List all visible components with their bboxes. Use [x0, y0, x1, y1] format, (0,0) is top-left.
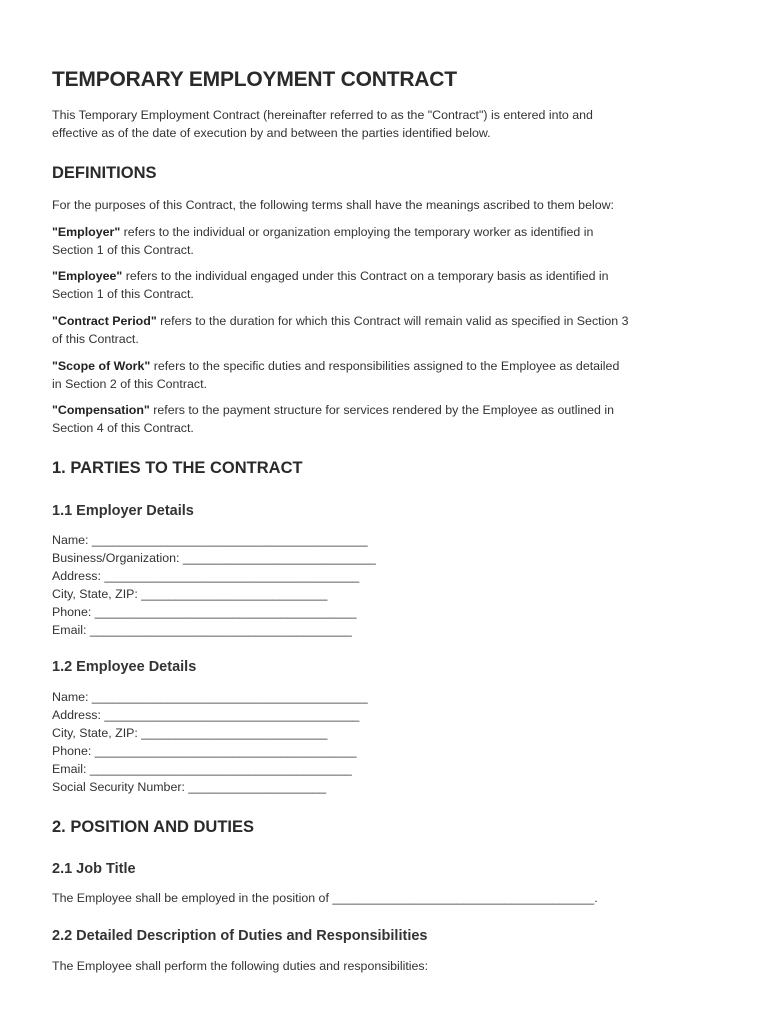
definition-text: refers to the individual engaged under this Contract on a temporary basis as identified in — [122, 269, 609, 283]
employer-address-field: Address: _____________________________________ — [52, 569, 360, 583]
definition-text-cont: in Section 2 of this Contract. — [52, 376, 207, 391]
duties-heading: 2.2 Detailed Description of Duties and Responsibilities — [52, 928, 428, 944]
definition-text: refers to the duration for which this Contract will remain valid as specified in Section 3 — [156, 314, 629, 328]
employee-city-field: City, State, ZIP: ___________________________ — [52, 726, 328, 740]
document-title: TEMPORARY EMPLOYMENT CONTRACT — [52, 68, 457, 91]
employee-phone-field: Phone: ______________________________________ — [52, 744, 357, 758]
employer-city-field: City, State, ZIP: ___________________________ — [52, 587, 328, 601]
definition-term: "Scope of Work" — [52, 359, 151, 373]
employee-email-field: Email: ______________________________________ — [52, 762, 352, 776]
definition-text-cont: Section 1 of this Contract. — [52, 242, 194, 257]
section-2-heading: 2. POSITION AND DUTIES — [52, 818, 254, 836]
definition-contract-period — [52, 313, 628, 348]
job-title-text: The Employee shall be employed in the position of ______________________________________. — [52, 891, 598, 905]
intro-paragraph — [52, 107, 593, 142]
duties-text: The Employee shall perform the following duties and responsibilities: — [52, 959, 429, 973]
employee-details-heading: 1.2 Employee Details — [52, 659, 197, 675]
definition-term: "Contract Period" — [52, 314, 157, 328]
employer-email-field: Email: ______________________________________ — [52, 623, 352, 637]
definition-term: "Compensation" — [52, 403, 150, 417]
definition-text-cont: Section 4 of this Contract. — [52, 420, 194, 435]
job-title-heading: 2.1 Job Title — [52, 861, 136, 877]
definition-scope-of-work — [52, 358, 619, 393]
definition-compensation — [52, 402, 614, 437]
definition-text-cont: of this Contract. — [52, 331, 139, 346]
employer-details-heading: 1.1 Employer Details — [52, 503, 194, 519]
definition-text: refers to the payment structure for services rendered by the Employee as outlined in — [149, 403, 615, 417]
employee-ssn-field: Social Security Number: ____________________ — [52, 780, 327, 794]
employer-business-field: Business/Organization: ____________________________ — [52, 551, 376, 565]
definitions-lead: For the purposes of this Contract, the following terms shall have the meanings ascribed to them below: — [52, 198, 614, 212]
employer-phone-field: Phone: ______________________________________ — [52, 605, 357, 619]
intro-line-2: effective as of the date of execution by and between the parties identified below. — [52, 125, 491, 140]
definition-term: "Employer" — [52, 225, 121, 239]
definition-employee — [52, 268, 609, 303]
employee-name-field: Name: ________________________________________ — [52, 690, 368, 704]
definition-text: refers to the specific duties and responsibilities assigned to the Employee as detailed — [150, 359, 620, 373]
definition-text-cont: Section 1 of this Contract. — [52, 286, 194, 301]
definition-text: refers to the individual or organization employing the temporary worker as identified in — [120, 225, 594, 239]
definition-employer — [52, 224, 593, 259]
employer-name-field: Name: ________________________________________ — [52, 533, 368, 547]
intro-line-1: This Temporary Employment Contract (hereinafter referred to as the "Contract") is entered into and — [52, 108, 593, 122]
section-1-heading: 1. PARTIES TO THE CONTRACT — [52, 459, 303, 477]
definition-term: "Employee" — [52, 269, 123, 283]
employee-address-field: Address: _____________________________________ — [52, 708, 360, 722]
definitions-heading: DEFINITIONS — [52, 164, 157, 182]
